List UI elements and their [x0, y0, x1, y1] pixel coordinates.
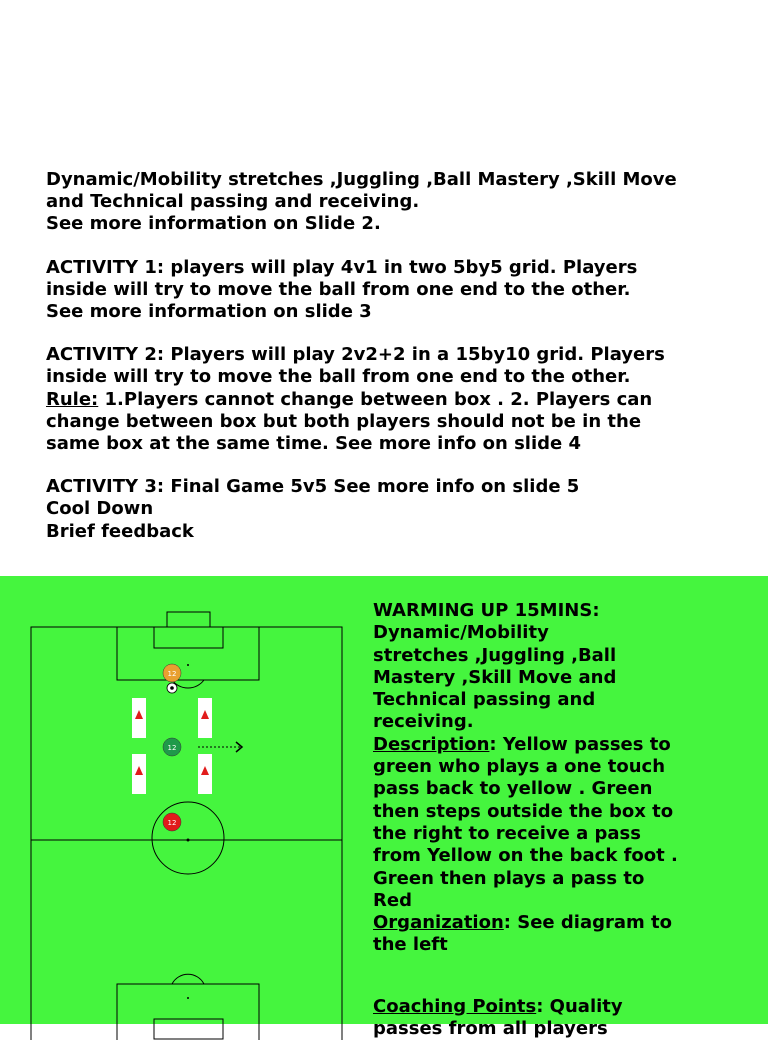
- top-penalty-spot: [187, 664, 189, 666]
- pass-arrow-icon: [198, 742, 242, 752]
- brief-feedback: Brief feedback: [46, 520, 194, 542]
- yellow-player: [163, 664, 181, 682]
- bottom-penalty-spot: [187, 997, 189, 999]
- warmup-slide: [0, 576, 768, 1040]
- activity-1-text: ACTIVITY 1: players will play 4v1 in two 5by5 grid. Players inside will try to move the ball from one end to the other. See more information on slide 3: [46, 256, 638, 323]
- top-six-yard-box: [154, 627, 223, 648]
- warmup-text: Dynamic/Mobility stretches ,Juggling ,Ball Mastery ,Skill Move and Technical passing and receiving. See more information on Slide 2.: [46, 169, 677, 235]
- bottom-penalty-box: [117, 984, 259, 1040]
- organization-label: Organization: [373, 912, 504, 934]
- session-overview: [46, 169, 746, 543]
- cool-down: Cool Down: [46, 498, 154, 520]
- cone-marker: [198, 754, 212, 794]
- cone-marker: [132, 698, 146, 738]
- activity-3-text: ACTIVITY 3: Final Game 5v5 See more info on slide 5 Cool Down Brief feedback: [46, 476, 580, 542]
- center-spot: [187, 839, 190, 842]
- green-player: [163, 738, 181, 756]
- top-goal: [167, 612, 210, 627]
- organization-text: Organization: See diagram to the left: [373, 912, 672, 956]
- coaching-points-text: Coaching Points: Quality passes from all players: [373, 995, 623, 1040]
- activity-2-text: ACTIVITY 2: Players will play 2v2+2 in a 15by10 grid. Players inside will try to move the ball from one end to the other. Rule: 1.Players cannot change between box . 2. Players can change between box but both players should not be in the same box at the same time. See more info on slide 4: [46, 344, 665, 455]
- player-number: 12: [167, 670, 177, 678]
- pitch-outline: [31, 627, 342, 1040]
- bottom-six-yard-box: [154, 1019, 223, 1039]
- description-text: Description: Yellow passes to green who plays a one touch pass back to yellow . Green then steps outside the box to the right to receive a pass from Yellow on the back foot . Green then plays a pass to Red: [373, 733, 678, 911]
- bottom-penalty-arc: [172, 974, 204, 984]
- pitch-diagram: [0, 576, 350, 1024]
- rule-label: Rule:: [46, 388, 99, 410]
- description-label: Description: [373, 733, 490, 755]
- player-number: 12: [167, 819, 177, 827]
- cone-marker: [132, 754, 146, 794]
- center-circle: [152, 802, 224, 874]
- red-player: [163, 813, 181, 831]
- coaching-points-label: Coaching Points: [373, 995, 537, 1017]
- cone-marker: [198, 698, 212, 738]
- ball-icon: [167, 683, 177, 693]
- top-penalty-box: [117, 627, 259, 680]
- warmup-description: [373, 600, 733, 1040]
- player-number: 12: [167, 744, 177, 752]
- warmup-title: WARMING UP 15MINS: Dynamic/Mobility stretches ,Juggling ,Ball Mastery ,Skill Move and Technical passing and receiving.: [373, 600, 617, 733]
